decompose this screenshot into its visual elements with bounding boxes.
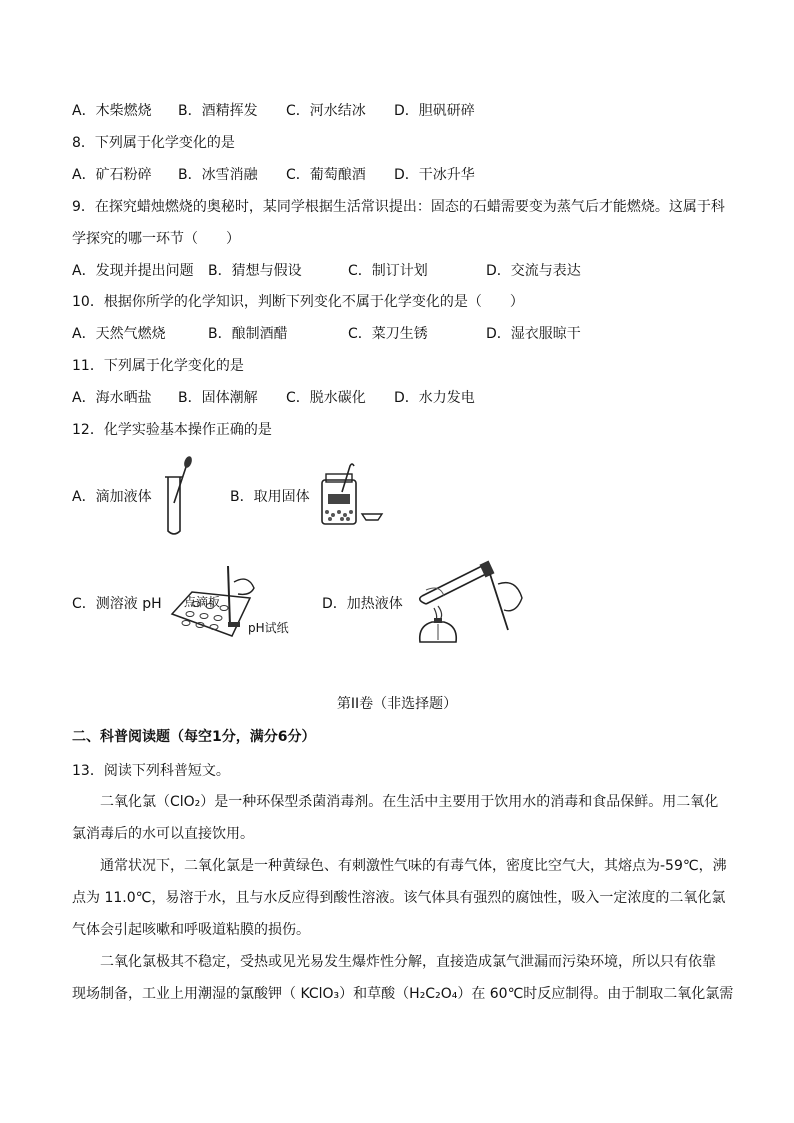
q13-paragraph2-line3: 气体会引起咳嗽和呼吸道粘膜的损伤。 bbox=[72, 922, 310, 938]
q11-option-c: C．脱水碳化 bbox=[286, 390, 366, 406]
q11-option-a: A．海水晒盐 bbox=[72, 390, 152, 406]
q9-option-d: D．交流与表达 bbox=[486, 263, 581, 279]
heating-liquid-figure bbox=[412, 554, 524, 646]
q10-option-d: D．湿衣服晾干 bbox=[486, 326, 581, 342]
ph-paper-label: pH试纸 bbox=[248, 621, 289, 635]
q10-stem: 10．根据你所学的化学知识，判断下列变化不属于化学变化的是（ ） bbox=[72, 294, 524, 310]
q10-option-a: A．天然气燃烧 bbox=[72, 326, 166, 342]
q13-paragraph2-line1: 通常状况下，二氧化氯是一种黄绿色、有刺激性气味的有毒气体，密度比空气大，其熔点为-59℃，沸 bbox=[100, 858, 727, 874]
q12-option-a: A．滴加液体 bbox=[72, 489, 152, 505]
q13-paragraph3-line2: 现场制备，工业上用潮湿的氯酸钾（ KClO₃）和草酸（H₂C₂O₄）在 60℃时反应制得。由于制取二氧化氯需 bbox=[72, 986, 734, 1002]
q13-stem: 13．阅读下列科普短文。 bbox=[72, 763, 230, 779]
q8-stem: 8．下列属于化学变化的是 bbox=[72, 135, 235, 151]
q8-option-a: A．矿石粉碎 bbox=[72, 167, 152, 183]
q9-option-b: B．猜想与假设 bbox=[208, 263, 302, 279]
q7-option-b: B．酒精挥发 bbox=[178, 103, 258, 119]
q7-option-c: C．河水结冰 bbox=[286, 103, 366, 119]
q13-paragraph1-line1: 二氧化氯（ClO₂）是一种环保型杀菌消毒剂。在生活中主要用于饮用水的消毒和食品保鲜。用二氧化 bbox=[100, 794, 719, 810]
spot-plate-label: 点滴板 bbox=[184, 595, 221, 609]
q10-option-b: B．酿制酒醋 bbox=[208, 326, 288, 342]
q7-option-a: A．木柴燃烧 bbox=[72, 103, 152, 119]
q8-option-c: C．葡萄酿酒 bbox=[286, 167, 366, 183]
section-title: 第II卷（非选择题） bbox=[336, 696, 458, 712]
q11-stem: 11．下列属于化学变化的是 bbox=[72, 358, 244, 374]
q8-option-b: B．冰雪消融 bbox=[178, 167, 258, 183]
q10-option-c: C．菜刀生锈 bbox=[348, 326, 428, 342]
q12-option-b: B．取用固体 bbox=[230, 489, 310, 505]
q12-option-c: C．测溶液 pH bbox=[72, 596, 162, 612]
q13-paragraph2-line2: 点为 11.0℃，易溶于水，且与水反应得到酸性溶液。该气体具有强烈的腐蚀性，吸入一定浓度的二氧化氯 bbox=[72, 890, 726, 906]
q11-option-d: D．水力发电 bbox=[394, 390, 475, 406]
section-2-heading: 二、科普阅读题（每空1分，满分6分） bbox=[72, 729, 316, 745]
q11-option-b: B．固体潮解 bbox=[178, 390, 258, 406]
q12-option-d: D．加热液体 bbox=[322, 596, 403, 612]
q7-option-d: D．胆矾研碎 bbox=[394, 103, 475, 119]
q9-stem-line2: 学探究的哪一环节（ ） bbox=[72, 231, 240, 247]
q9-stem-line1: 9．在探究蜡烛燃烧的奥秘时，某同学根据生活常识提出：固态的石蜡需要变为蒸气后才能燃烧。这属于科 bbox=[72, 199, 725, 215]
dropper-test-tube-figure bbox=[160, 455, 200, 537]
q8-option-d: D．干冰升华 bbox=[394, 167, 475, 183]
q9-option-c: C．制订计划 bbox=[348, 263, 428, 279]
q12-stem: 12．化学实验基本操作正确的是 bbox=[72, 422, 272, 438]
q13-paragraph3-line1: 二氧化氯极其不稳定，受热或见光易发生爆炸性分解，直接造成氯气泄漏而污染环境，所以只有依靠 bbox=[100, 954, 716, 970]
q13-paragraph1-line2: 氯消毒后的水可以直接饮用。 bbox=[72, 826, 254, 842]
q9-option-a: A．发现并提出问题 bbox=[72, 263, 194, 279]
solid-jar-figure bbox=[318, 462, 386, 528]
